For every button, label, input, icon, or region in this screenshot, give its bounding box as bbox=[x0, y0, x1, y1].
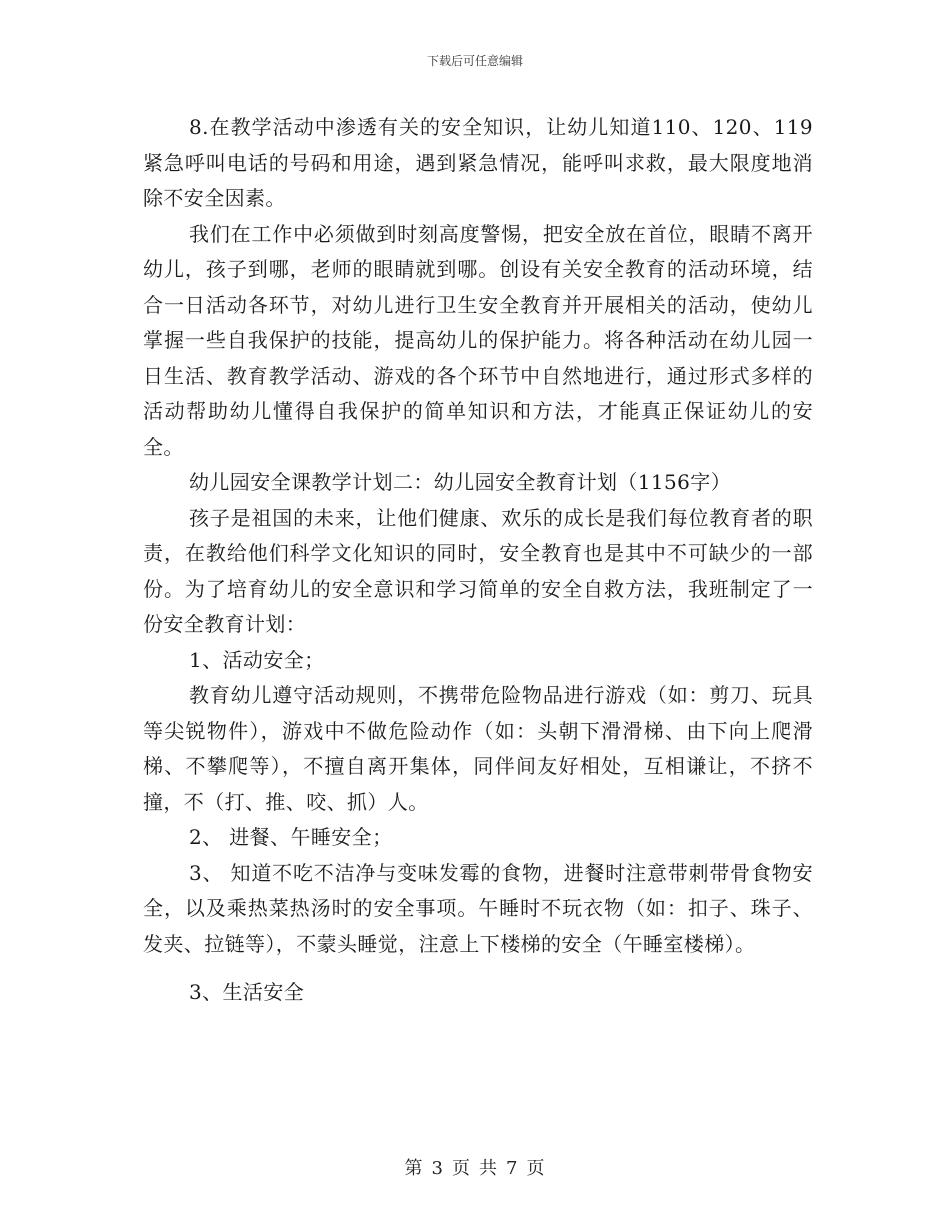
item-meal-nap-safety: 2、 进餐、午睡安全； bbox=[189, 825, 393, 849]
document-body bbox=[143, 110, 813, 1011]
paragraph-safety-vigilance: 我们在工作中必须做到时刻高度警惕，把安全放在首位，眼睛不离开幼儿，孩子到哪，老师的眼睛就到哪。创设有关安全教育的活动环境，结合一日活动各环节，对幼儿进行卫生安全教育并开展相关的活动，使幼儿掌握一些自我保护的技能，提高幼儿的保护能力。将各种活动在幼儿园一日生活、教育教学活动、游戏的各个环节中自然地进行，通过形式多样的活动帮助幼儿懂得自我保护的简单知识和方法，才能真正保证幼儿的安全。 bbox=[143, 221, 813, 459]
footer-total-unit: 页 bbox=[526, 1158, 546, 1179]
footer-total-pages: 7 bbox=[506, 1158, 519, 1179]
item-activity-safety: 1、活动安全； bbox=[189, 647, 325, 672]
footer-prefix: 第 bbox=[404, 1158, 424, 1179]
paragraph-plan-intro: 孩子是祖国的未来，让他们健康、欢乐的成长是我们每位教育者的职责，在教给他们科学文化知识的同时，安全教育也是其中不可缺少的一部份。为了培育幼儿的安全意识和学习简单的安全自救方法，我班制定了一份安全教育计划： bbox=[143, 505, 813, 636]
footer-page-number: 3 bbox=[431, 1158, 444, 1179]
paragraph-meal-nap-rules: 3、 知道不吃不洁净与变味发霉的食物，进餐时注意带刺带骨食物安全，以及乘热菜热汤时的安全事项。午睡时不玩衣物（如：扣子、珠子、发夹、拉链等），不蒙头睡觉，注意上下楼梯的安全（午睡室楼梯）。 bbox=[143, 860, 813, 956]
page-footer bbox=[0, 1154, 950, 1180]
paragraph-activity-rules: 教育幼儿遵守活动规则，不携带危险物品进行游戏（如：剪刀、玩具等尖锐物件），游戏中不做危险动作（如：头朝下滑滑梯、由下向上爬滑梯、不攀爬等），不擅自离开集体，同伴间友好相处，互相谦让，不挤不撞，不（打、推、咬、抓）人。 bbox=[143, 683, 813, 814]
section-title-plan-two: 幼儿园安全课教学计划二：幼儿园安全教育计划（1156字） bbox=[189, 470, 732, 494]
page-header-note: 下载后可任意编辑 bbox=[426, 54, 523, 68]
paragraph-emergency-numbers: 8.在教学活动中渗透有关的安全知识，让幼儿知道110、120、119紧急呼叫电话的号码和用途，遇到紧急情况，能呼叫求救，最大限度地消除不安全因素。 bbox=[143, 115, 813, 210]
footer-page-unit: 页 bbox=[452, 1158, 471, 1179]
item-life-safety: 3、生活安全 bbox=[189, 980, 305, 1004]
footer-total-prefix: 共 bbox=[479, 1158, 498, 1179]
